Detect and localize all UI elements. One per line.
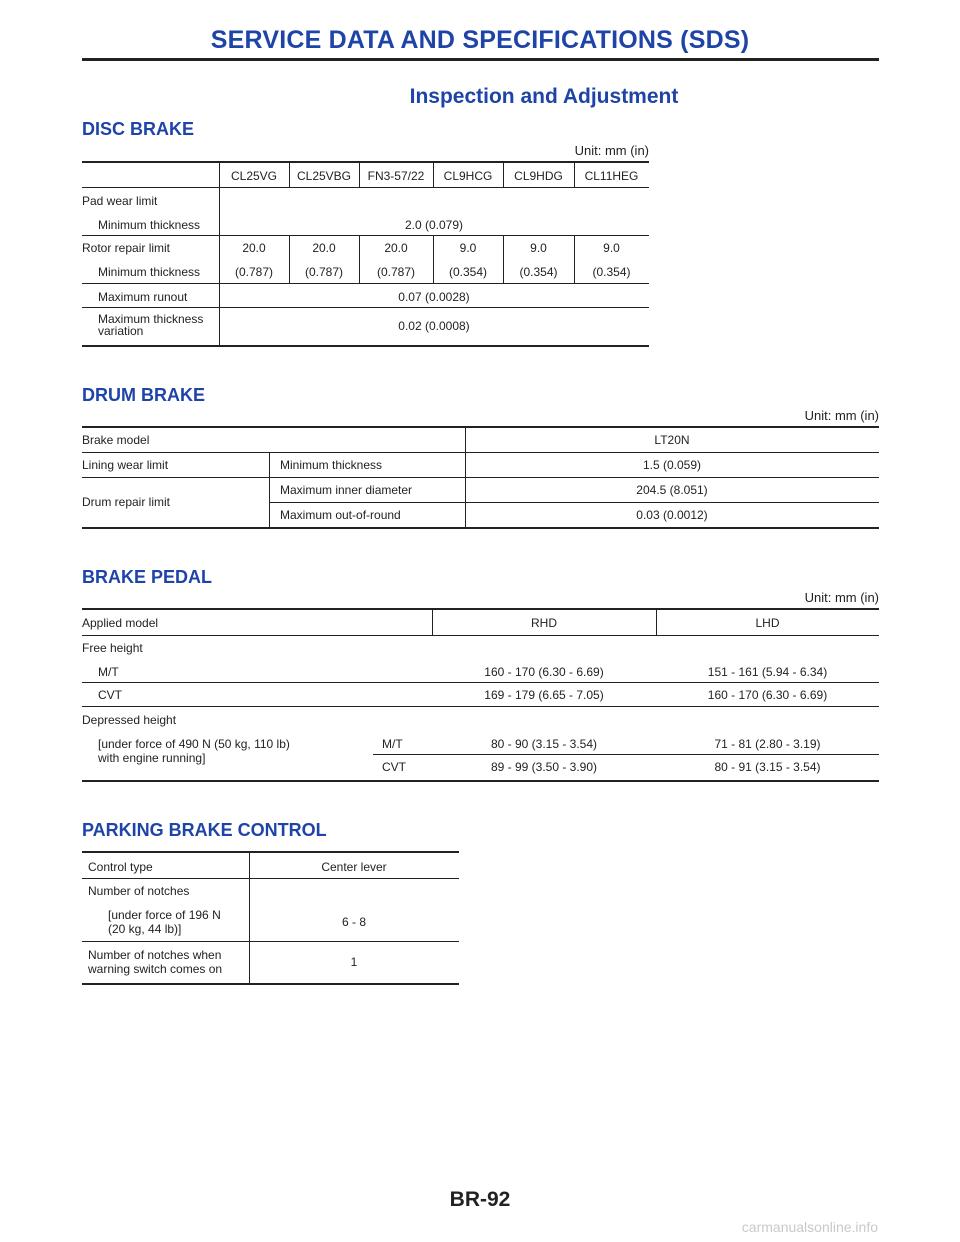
- col-header: CL25VG: [230, 169, 278, 183]
- row-label: warning switch comes on: [88, 962, 223, 976]
- row-label: Maximum runout: [98, 290, 188, 304]
- cell-value: 169 - 179 (6.65 - 7.05): [484, 688, 604, 702]
- page-number: BR-92: [449, 1188, 511, 1211]
- parking-brake-table: [82, 851, 459, 987]
- cell-value: 0.02 (0.0008): [398, 319, 470, 333]
- row-label: Drum repair limit: [82, 495, 171, 509]
- row-label: M/T: [382, 737, 403, 751]
- cell-value: 160 - 170 (6.30 - 6.69): [707, 688, 828, 702]
- col-header: CL9HCG: [443, 169, 493, 183]
- cell-value: (0.354): [448, 265, 488, 279]
- row-label: Pad wear limit: [82, 194, 158, 208]
- col-header: CL25VBG: [296, 169, 352, 183]
- row-label: CVT: [382, 760, 406, 774]
- row-label: [under force of 490 N (50 kg, 110 lb): [98, 737, 290, 751]
- brake-pedal-unit: Unit: mm (in): [804, 590, 879, 605]
- row-label: M/T: [98, 665, 119, 679]
- brake-pedal-table: [82, 608, 879, 782]
- row-label: Control type: [88, 860, 153, 874]
- row-label: Number of notches: [88, 884, 190, 898]
- cell-value: 9.0: [530, 241, 547, 255]
- cell-value: 0.07 (0.0028): [398, 290, 470, 304]
- row-label: Brake model: [82, 433, 150, 447]
- col-header: LHD: [755, 616, 780, 630]
- cell-value: 20.0: [242, 241, 266, 255]
- cell-value: 6 - 8: [341, 915, 366, 929]
- cell-value: 80 - 91 (3.15 - 3.54): [714, 760, 821, 774]
- watermark: carmanualsonline.info: [741, 1219, 878, 1235]
- disc-brake-unit: Unit: mm (in): [574, 143, 649, 158]
- drum-brake-table: [82, 426, 879, 529]
- cell-value: 71 - 81 (2.80 - 3.19): [714, 737, 821, 751]
- cell-value: 0.03 (0.0012): [636, 508, 708, 522]
- col-header: FN3-57/22: [367, 169, 425, 183]
- parking-brake-title: PARKING BRAKE CONTROL: [82, 820, 327, 840]
- cell-value: 1.5 (0.059): [642, 458, 702, 472]
- cell-value: (0.787): [234, 265, 274, 279]
- cell-value: 1: [350, 955, 358, 969]
- cell-value: 151 - 161 (5.94 - 6.34): [707, 665, 828, 679]
- cell-value: 9.0: [459, 241, 477, 255]
- row-label: (20 kg, 44 lb)]: [108, 922, 182, 936]
- cell-value: (0.787): [304, 265, 344, 279]
- row-label: Maximum thickness: [98, 312, 204, 326]
- cell-value: 20.0: [312, 241, 336, 255]
- cell-value: LT20N: [654, 433, 690, 447]
- header-title: SERVICE DATA AND SPECIFICATIONS (SDS): [210, 26, 750, 54]
- row-label: Applied model: [82, 616, 159, 630]
- disc-brake-table: [82, 161, 649, 347]
- cell-value: (0.354): [592, 265, 631, 279]
- cell-value: (0.354): [519, 265, 558, 279]
- drum-brake-title: DRUM BRAKE: [82, 385, 205, 405]
- cell-value: 80 - 90 (3.15 - 3.54): [490, 737, 598, 751]
- row-label: CVT: [98, 688, 122, 702]
- row-label: with engine running]: [98, 751, 206, 765]
- header-rule: [82, 58, 879, 61]
- col-header: RHD: [531, 616, 557, 630]
- col-header: CL9HDG: [514, 169, 563, 183]
- cell-value: 160 - 170 (6.30 - 6.69): [484, 665, 604, 679]
- cell-value: 9.0: [603, 241, 620, 255]
- drum-brake-unit: Unit: mm (in): [804, 408, 879, 423]
- row-label: Lining wear limit: [82, 458, 169, 472]
- row-label: Free height: [82, 641, 143, 655]
- row-label: Minimum thickness: [98, 218, 201, 232]
- cell-value: 2.0 (0.079): [404, 218, 464, 232]
- row-label: Depressed height: [82, 713, 177, 727]
- cell-value: (0.787): [376, 265, 416, 279]
- page-title: Inspection and Adjustment: [409, 85, 679, 108]
- brake-pedal-title: BRAKE PEDAL: [82, 567, 213, 587]
- cell-value: Center lever: [321, 860, 387, 874]
- row-label: Minimum thickness: [98, 265, 201, 279]
- row-label: Minimum thickness: [280, 458, 383, 472]
- cell-value: 204.5 (8.051): [636, 483, 708, 497]
- cell-value: 89 - 99 (3.50 - 3.90): [490, 760, 598, 774]
- disc-brake-title: DISC BRAKE: [82, 119, 195, 139]
- row-label: Rotor repair limit: [82, 241, 171, 255]
- row-label: Number of notches when: [88, 948, 222, 962]
- col-header: CL11HEG: [584, 169, 639, 183]
- row-label: Maximum inner diameter: [280, 483, 413, 497]
- row-label: variation: [98, 324, 144, 338]
- row-label: [under force of 196 N: [108, 908, 221, 922]
- cell-value: 20.0: [384, 241, 408, 255]
- row-label: Maximum out-of-round: [280, 508, 401, 522]
